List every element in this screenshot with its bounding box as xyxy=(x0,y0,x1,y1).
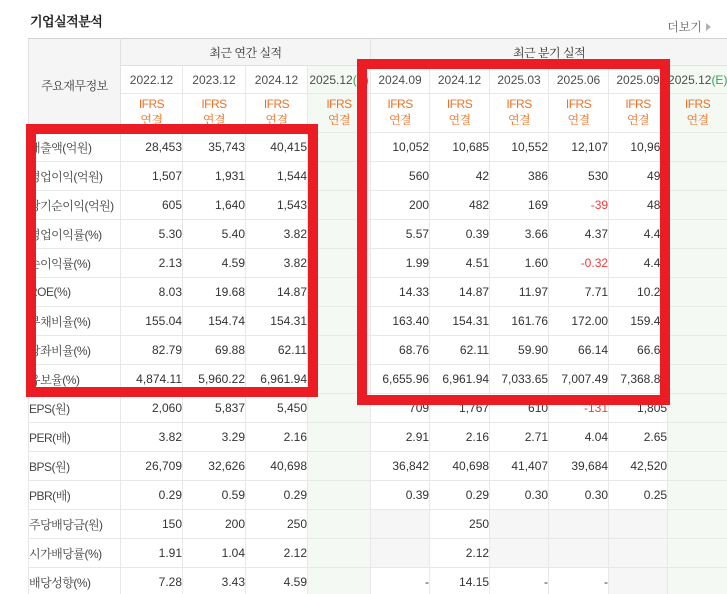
data-cell: 0.30 xyxy=(490,481,549,510)
table-row xyxy=(29,452,727,481)
column-header-date xyxy=(668,66,727,94)
data-cell: 36,842 xyxy=(371,452,430,481)
row-label: 주당배당금(원) xyxy=(29,510,121,539)
table-row xyxy=(29,336,727,365)
table-row xyxy=(29,133,727,162)
data-cell xyxy=(668,365,727,394)
data-cell: 2.71 xyxy=(490,423,549,452)
data-cell: 40,415 xyxy=(246,133,308,162)
table-row xyxy=(29,394,727,423)
quarterly-section-header: 최근 분기 실적 xyxy=(371,39,727,66)
data-cell xyxy=(308,365,371,394)
row-label: EPS(원) xyxy=(29,394,121,423)
data-cell: 10.21 xyxy=(609,278,668,307)
data-cell: 10,552 xyxy=(490,133,549,162)
data-cell: 7,007.49 xyxy=(549,365,609,394)
data-cell: 14.87 xyxy=(430,278,490,307)
data-cell: 2.16 xyxy=(430,423,490,452)
data-cell: 0.59 xyxy=(183,481,246,510)
column-header-date xyxy=(371,66,430,94)
data-cell xyxy=(668,133,727,162)
data-cell: 4.47 xyxy=(609,220,668,249)
data-cell: 5,837 xyxy=(183,394,246,423)
row-label: 영업이익률(%) xyxy=(29,220,121,249)
data-cell: 3.66 xyxy=(490,220,549,249)
data-cell: 68.76 xyxy=(371,336,430,365)
data-cell: 605 xyxy=(121,191,183,220)
page-title: 기업실적분석 xyxy=(30,14,103,29)
data-cell: 155.04 xyxy=(121,307,183,336)
data-cell: 1.04 xyxy=(183,539,246,568)
column-header-date xyxy=(609,66,668,94)
data-cell xyxy=(668,423,727,452)
data-cell: 14.33 xyxy=(371,278,430,307)
data-cell xyxy=(308,249,371,278)
data-cell: 0.29 xyxy=(246,481,308,510)
data-cell: 6,961.94 xyxy=(430,365,490,394)
data-cell xyxy=(549,539,609,568)
data-cell: 7.71 xyxy=(549,278,609,307)
data-cell: 2.65 xyxy=(609,423,668,452)
data-cell xyxy=(490,510,549,539)
data-cell: 386 xyxy=(490,162,549,191)
data-cell: 59.90 xyxy=(490,336,549,365)
data-cell xyxy=(668,307,727,336)
data-cell xyxy=(308,278,371,307)
ifrs-line1: IFRS xyxy=(387,97,413,112)
data-cell xyxy=(371,539,430,568)
table-row xyxy=(29,423,727,452)
data-cell xyxy=(668,249,727,278)
ifrs-line2: 연결 xyxy=(265,113,288,127)
data-cell: 709 xyxy=(371,394,430,423)
column-date-text: 2025.06 xyxy=(556,72,601,87)
ifrs-line1: IFRS xyxy=(263,97,290,112)
data-cell: 1.60 xyxy=(490,249,549,278)
data-cell: - xyxy=(549,568,609,594)
table-row xyxy=(29,568,727,594)
data-cell: 1,543 xyxy=(246,191,308,220)
data-cell: 42 xyxy=(430,162,490,191)
data-cell: 6,655.96 xyxy=(371,365,430,394)
table-row xyxy=(29,191,727,220)
data-cell: 1,544 xyxy=(246,162,308,191)
column-header-date xyxy=(308,66,371,94)
ifrs-line2: 연결 xyxy=(507,113,531,127)
data-cell: 26,709 xyxy=(121,452,183,481)
data-cell: 3.43 xyxy=(183,568,246,594)
data-cell: 150 xyxy=(121,510,183,539)
data-cell xyxy=(668,481,727,510)
data-cell: 3.82 xyxy=(121,423,183,452)
data-cell xyxy=(609,539,668,568)
data-cell: 0.25 xyxy=(609,481,668,510)
financial-table xyxy=(28,38,727,594)
annual-section-header: 최근 연간 실적 xyxy=(121,39,371,66)
data-cell: 62.11 xyxy=(246,336,308,365)
data-cell: 0.39 xyxy=(430,220,490,249)
data-cell xyxy=(308,510,371,539)
data-cell xyxy=(490,539,549,568)
more-button-label: 더보기 xyxy=(667,20,702,34)
data-cell xyxy=(308,220,371,249)
data-cell: 62.11 xyxy=(430,336,490,365)
row-label: ROE(%) xyxy=(29,278,121,307)
data-cell: 0.29 xyxy=(430,481,490,510)
data-cell xyxy=(371,510,430,539)
data-cell xyxy=(308,481,371,510)
data-cell: 11.97 xyxy=(490,278,549,307)
data-cell: 12,107 xyxy=(549,133,609,162)
corner-header: 주요재무정보 xyxy=(29,39,121,133)
data-cell: 32,626 xyxy=(183,452,246,481)
data-cell: 66.14 xyxy=(549,336,609,365)
data-cell xyxy=(308,336,371,365)
data-cell: 154.31 xyxy=(430,307,490,336)
column-date-text: 2024.12 xyxy=(437,72,482,87)
estimate-mark: (E) xyxy=(352,72,369,87)
data-cell: 3.82 xyxy=(246,220,308,249)
data-cell: 482 xyxy=(430,191,490,220)
column-date-text: 2024.12 xyxy=(254,72,299,87)
row-label: 유보율(%) xyxy=(29,365,121,394)
data-cell: 161.76 xyxy=(490,307,549,336)
data-cell: 4.04 xyxy=(549,423,609,452)
row-label: BPS(원) xyxy=(29,452,121,481)
data-cell: 69.88 xyxy=(183,336,246,365)
row-label: PER(배) xyxy=(29,423,121,452)
ifrs-standard-label xyxy=(308,94,371,133)
data-cell: 42,520 xyxy=(609,452,668,481)
data-cell: 169 xyxy=(490,191,549,220)
data-cell xyxy=(668,336,727,365)
table-row xyxy=(29,510,727,539)
table-row xyxy=(29,307,727,336)
table-row xyxy=(29,278,727,307)
ifrs-line2: 연결 xyxy=(202,113,226,127)
data-cell: 4.59 xyxy=(183,249,246,278)
data-cell xyxy=(308,452,371,481)
data-cell: 163.40 xyxy=(371,307,430,336)
row-label: 당좌비율(%) xyxy=(29,336,121,365)
data-cell: 1.91 xyxy=(121,539,183,568)
column-date-text: 2025.12 xyxy=(668,72,712,87)
data-cell: 1,767 xyxy=(430,394,490,423)
data-cell: 7,368.81 xyxy=(609,365,668,394)
data-cell: 8.03 xyxy=(121,278,183,307)
table-row xyxy=(29,162,727,191)
ifrs-line2: 연결 xyxy=(626,113,650,127)
data-cell: 4.59 xyxy=(246,568,308,594)
column-header-date xyxy=(549,66,609,94)
ifrs-line2: 연결 xyxy=(327,113,351,127)
data-cell xyxy=(668,452,727,481)
table-row xyxy=(29,481,727,510)
table-row xyxy=(29,539,727,568)
column-date-text: 2025.09 xyxy=(616,72,660,87)
ifrs-standard-label xyxy=(430,94,490,133)
data-cell xyxy=(668,510,727,539)
data-cell: 4.44 xyxy=(609,249,668,278)
data-cell: 19.68 xyxy=(183,278,246,307)
column-date-text: 2025.12 xyxy=(309,72,353,87)
ifrs-standard-label xyxy=(490,94,549,133)
row-label: 시가배당률(%) xyxy=(29,539,121,568)
data-cell: 35,743 xyxy=(183,133,246,162)
data-cell: 1.99 xyxy=(371,249,430,278)
data-cell: 7.28 xyxy=(121,568,183,594)
row-label: 배당성향(%) xyxy=(29,568,121,594)
data-cell: -0.32 xyxy=(549,249,609,278)
data-cell: 5,960.22 xyxy=(183,365,246,394)
ifrs-standard-label xyxy=(549,94,609,133)
data-cell: 14.15 xyxy=(430,568,490,594)
row-label: 부채비율(%) xyxy=(29,307,121,336)
table-row xyxy=(29,365,727,394)
table-row xyxy=(29,220,727,249)
data-cell: 0.30 xyxy=(549,481,609,510)
column-date-text: 2023.12 xyxy=(192,72,236,87)
data-cell: 4.51 xyxy=(430,249,490,278)
data-cell: 4.37 xyxy=(549,220,609,249)
data-cell xyxy=(668,220,727,249)
ifrs-standard-label xyxy=(371,94,430,133)
ifrs-line1: IFRS xyxy=(684,97,711,112)
data-cell xyxy=(668,278,727,307)
ifrs-line2: 연결 xyxy=(567,113,590,127)
ifrs-line1: IFRS xyxy=(326,97,352,112)
data-cell: 172.00 xyxy=(549,307,609,336)
column-header-date xyxy=(246,66,308,94)
data-cell: 154.31 xyxy=(246,307,308,336)
data-cell: -131 xyxy=(549,394,609,423)
data-cell xyxy=(609,568,668,594)
data-cell: 4,874.11 xyxy=(121,365,183,394)
data-cell: 5.57 xyxy=(371,220,430,249)
data-cell: 1,640 xyxy=(183,191,246,220)
data-cell: 14.87 xyxy=(246,278,308,307)
data-cell: - xyxy=(371,568,430,594)
data-cell: 486 xyxy=(609,191,668,220)
data-cell: 2.12 xyxy=(430,539,490,568)
ifrs-line1: IFRS xyxy=(138,97,165,112)
data-cell xyxy=(308,423,371,452)
data-cell: 560 xyxy=(371,162,430,191)
data-cell: 66.64 xyxy=(609,336,668,365)
ifrs-line1: IFRS xyxy=(506,97,532,112)
ifrs-line2: 연결 xyxy=(388,113,412,127)
data-cell xyxy=(609,510,668,539)
table-row xyxy=(29,249,727,278)
data-cell: 159.49 xyxy=(609,307,668,336)
ifrs-line1: IFRS xyxy=(565,97,592,112)
data-cell: 200 xyxy=(371,191,430,220)
data-cell xyxy=(668,191,727,220)
data-cell: 530 xyxy=(549,162,609,191)
row-label: 순이익률(%) xyxy=(29,249,121,278)
data-cell: 10,685 xyxy=(430,133,490,162)
data-cell: 6,961.94 xyxy=(246,365,308,394)
ifrs-line2: 연결 xyxy=(140,113,163,127)
ifrs-line2: 연결 xyxy=(448,113,471,127)
data-cell: 28,453 xyxy=(121,133,183,162)
data-cell: 250 xyxy=(430,510,490,539)
data-cell xyxy=(308,133,371,162)
estimate-mark: (E) xyxy=(711,72,727,87)
row-label: 당기순이익(억원) xyxy=(29,191,121,220)
ifrs-standard-label xyxy=(246,94,308,133)
column-header-date xyxy=(430,66,490,94)
data-cell: 5,450 xyxy=(246,394,308,423)
ifrs-standard-label xyxy=(609,94,668,133)
ifrs-line1: IFRS xyxy=(446,97,473,112)
data-cell xyxy=(308,568,371,594)
data-cell: 3.82 xyxy=(246,249,308,278)
data-cell: 1,805 xyxy=(609,394,668,423)
data-cell: 10,965 xyxy=(609,133,668,162)
data-cell: 2,060 xyxy=(121,394,183,423)
data-cell xyxy=(308,191,371,220)
ifrs-line1: IFRS xyxy=(625,97,651,112)
ifrs-standard-label xyxy=(183,94,246,133)
row-label: 영업이익(억원) xyxy=(29,162,121,191)
data-cell xyxy=(308,394,371,423)
data-cell xyxy=(308,307,371,336)
row-label: PBR(배) xyxy=(29,481,121,510)
data-cell: 2.91 xyxy=(371,423,430,452)
data-cell: 10,052 xyxy=(371,133,430,162)
data-cell: 1,507 xyxy=(121,162,183,191)
row-label: 매출액(억원) xyxy=(29,133,121,162)
chevron-right-icon xyxy=(706,23,711,31)
column-date-text: 2022.12 xyxy=(129,72,174,87)
data-cell: 0.39 xyxy=(371,481,430,510)
ifrs-line2: 연결 xyxy=(686,113,709,127)
data-cell: 490 xyxy=(609,162,668,191)
data-cell xyxy=(549,510,609,539)
data-cell: 610 xyxy=(490,394,549,423)
data-cell: 1,931 xyxy=(183,162,246,191)
data-cell: 154.74 xyxy=(183,307,246,336)
data-cell: 41,407 xyxy=(490,452,549,481)
data-cell: 0.29 xyxy=(121,481,183,510)
data-cell: 39,684 xyxy=(549,452,609,481)
ifrs-standard-label xyxy=(668,94,727,133)
data-cell xyxy=(668,539,727,568)
data-cell: 2.13 xyxy=(121,249,183,278)
ifrs-standard-label xyxy=(121,94,183,133)
column-date-text: 2024.09 xyxy=(378,72,422,87)
data-cell: -39 xyxy=(549,191,609,220)
column-header-date xyxy=(183,66,246,94)
data-cell: 2.16 xyxy=(246,423,308,452)
data-cell: 40,698 xyxy=(430,452,490,481)
data-cell xyxy=(668,394,727,423)
column-header-date xyxy=(490,66,549,94)
data-cell xyxy=(668,568,727,594)
data-cell xyxy=(308,162,371,191)
data-cell: 5.30 xyxy=(121,220,183,249)
more-button[interactable] xyxy=(667,18,711,35)
data-cell: 3.29 xyxy=(183,423,246,452)
data-cell xyxy=(308,539,371,568)
data-cell: 82.79 xyxy=(121,336,183,365)
data-cell: 250 xyxy=(246,510,308,539)
data-cell: 200 xyxy=(183,510,246,539)
column-header-date xyxy=(121,66,183,94)
data-cell: 2.12 xyxy=(246,539,308,568)
data-cell: 40,698 xyxy=(246,452,308,481)
column-date-text: 2025.03 xyxy=(497,72,541,87)
ifrs-line1: IFRS xyxy=(201,97,227,112)
data-cell: 7,033.65 xyxy=(490,365,549,394)
data-cell: - xyxy=(490,568,549,594)
data-cell: 5.40 xyxy=(183,220,246,249)
data-cell xyxy=(668,162,727,191)
